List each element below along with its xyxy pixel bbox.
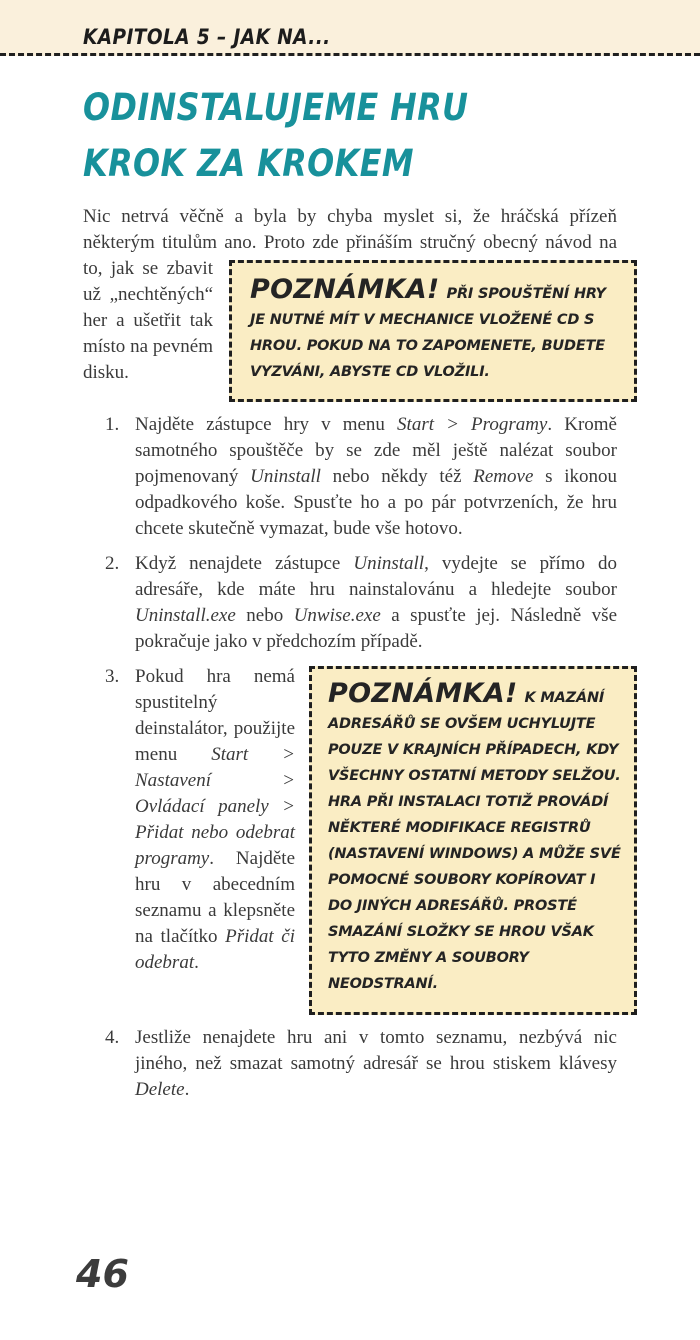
section-title-line-1: ODINSTALUJEME HRU bbox=[83, 86, 469, 129]
step-item-3 bbox=[83, 664, 621, 993]
page-number: 46 bbox=[76, 1252, 129, 1296]
step-2-text: Když nenajdete zástupce Uninstall, vydejte se přímo do adresáře, kde máte hru nainstalovánu a hledejte soubor Uninstall.exe nebo Unwise.exe a spusťte jej. Následně vše pokračuje jako v předchozím případě. bbox=[135, 553, 618, 653]
chapter-header: KAPITOLA 5 – JAK NA... bbox=[83, 25, 331, 49]
step-3-number: 3. bbox=[105, 666, 120, 688]
step-2-number: 2. bbox=[105, 553, 120, 575]
section-title bbox=[83, 80, 617, 192]
chapter-header-band bbox=[0, 0, 700, 56]
step-item-1 bbox=[83, 412, 617, 542]
step-1-number: 1. bbox=[105, 414, 120, 436]
intro-text-before-note: Nic netrvá věčně a byla by chyba myslet si, že hráčská přízeň některým titulům ano. Proto zde přináším bbox=[83, 206, 617, 253]
step-4-number: 4. bbox=[105, 1026, 120, 1048]
page-content bbox=[0, 80, 700, 1103]
note-2-text: K MAZÁNÍ ADRESÁŘŮ SE OVŠEM UCHYLUJTE POUZE V KRAJNÍCH PŘÍPADECH, KDY VŠECHNY OSTATNÍ METODY SELŽOU. HRA PŘI INSTALACI TOTIŽ PROVÁDÍ NĚKTERÉ MODIFIKACE REGISTRŮ (NASTAVENÍ WINDOWS) A MŮŽE SVÉ POMOCNÉ SOUBORY KOPÍROVAT I DO JINÝCH ADRESÁŘŮ. PROSTÉ SMAZÁNÍ SLOŽKY SE HROU VŠAK TYTO ZMĚNY A SOUBORY NEODSTRANÍ. bbox=[328, 690, 621, 993]
intro-paragraph bbox=[83, 204, 617, 386]
steps-list bbox=[83, 400, 621, 1103]
step-1-text: Najděte zástupce hry v menu Start > Programy. Kromě samotného spouštěče by se zde měl ještě nalézat soubor pojmenovaný Uninstall nebo někdy též Remove s ikonou odpadkového koše. Spusťte ho a po pár potvrzeních, že hru chcete skutečně vymazat, bude vše hotovo. bbox=[135, 414, 617, 540]
note-box-2 bbox=[309, 666, 637, 1014]
step-item-4 bbox=[83, 1025, 617, 1103]
note-1-text: PŘI SPOUŠTĚNÍ HRY JE NUTNÉ MÍT V MECHANICE VLOŽENÉ CD S HROU. POKUD NA TO ZAPOMENETE, BUDETE VYZVÁNI, ABYSTE CD VLOŽILI. bbox=[250, 286, 606, 381]
note-2-label: POZNÁMKA! bbox=[328, 678, 518, 710]
intro-text-after-note: stručný obecný návod na to, jak se zbavit už „nechtěných“ her a ušetřit tak místo na pevném disku. bbox=[83, 232, 618, 383]
step-item-2 bbox=[83, 551, 617, 655]
section-title-line-2: KROK ZA KROKEM bbox=[83, 142, 415, 185]
step-3-text: Pokud hra nemá spustitelný deinstalátor, použijte menu Start > Nastavení > Ovládací panely > Přidat nebo odebrat programy. Najděte hru v abecedním seznamu a klepsněte na tlačítko Přidat či odebrat. bbox=[135, 666, 295, 974]
step-4-text: Jestliže nenajdete hru ani v tomto seznamu, nezbývá nic jiného, než smazat samotný adresář se hrou stiskem klávesy Delete. bbox=[135, 1026, 617, 1100]
note-1-label: POZNÁMKA! bbox=[250, 274, 440, 305]
note-box-1 bbox=[229, 260, 637, 402]
